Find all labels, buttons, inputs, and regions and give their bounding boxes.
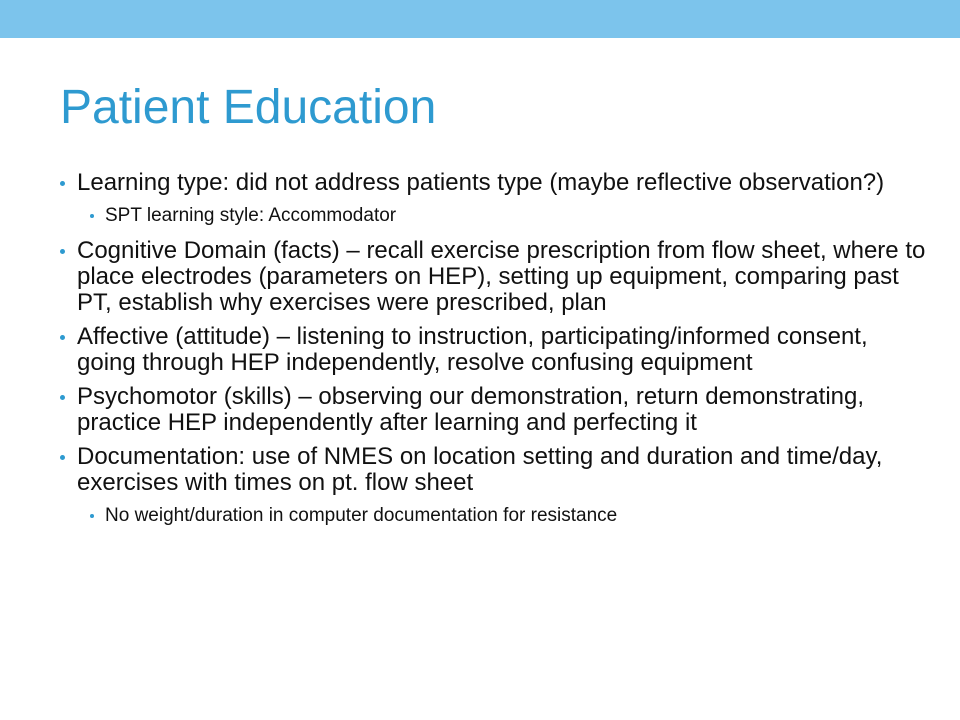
slide-title: Patient Education <box>60 81 437 134</box>
bullet-dot-icon <box>60 455 65 460</box>
bullet-affective <box>60 324 930 376</box>
sub-bullet-no-weight-duration <box>90 504 930 528</box>
top-accent-bar <box>0 0 960 38</box>
bullet-list <box>60 170 930 538</box>
sub-bullet-spt-learning-style <box>90 204 930 228</box>
bullet-dot-icon <box>60 335 65 340</box>
bullet-dot-icon <box>60 181 65 186</box>
bullet-text: SPT learning style: Accommodator <box>105 205 397 226</box>
bullet-text: No weight/duration in computer documentation for resistance <box>105 505 618 526</box>
bullet-cognitive-domain <box>60 238 930 316</box>
bullet-text: Affective (attitude) – listening to instruction, participating/informed consent, going through HEP independently, resolve confusing equipment <box>77 323 868 376</box>
bullet-dot-icon <box>60 395 65 400</box>
bullet-text: Psychomotor (skills) – observing our demonstration, return demonstrating, practice HEP independently after learning and perfecting it <box>77 383 865 436</box>
bullet-dot-icon <box>90 514 94 518</box>
bullet-psychomotor <box>60 384 930 436</box>
bullet-text: Learning type: did not address patients type (maybe reflective observation?) <box>77 169 885 196</box>
bullet-documentation <box>60 444 930 496</box>
bullet-text: Documentation: use of NMES on location setting and duration and time/day, exercises with times on pt. flow sheet <box>77 443 883 496</box>
bullet-text: Cognitive Domain (facts) – recall exercise prescription from flow sheet, where to place electrodes (parameters on HEP), setting up equipment, comparing past PT, establish why exercises were prescribed, plan <box>77 237 926 316</box>
bullet-learning-type <box>60 170 930 196</box>
bullet-dot-icon <box>60 249 65 254</box>
bullet-dot-icon <box>90 214 94 218</box>
